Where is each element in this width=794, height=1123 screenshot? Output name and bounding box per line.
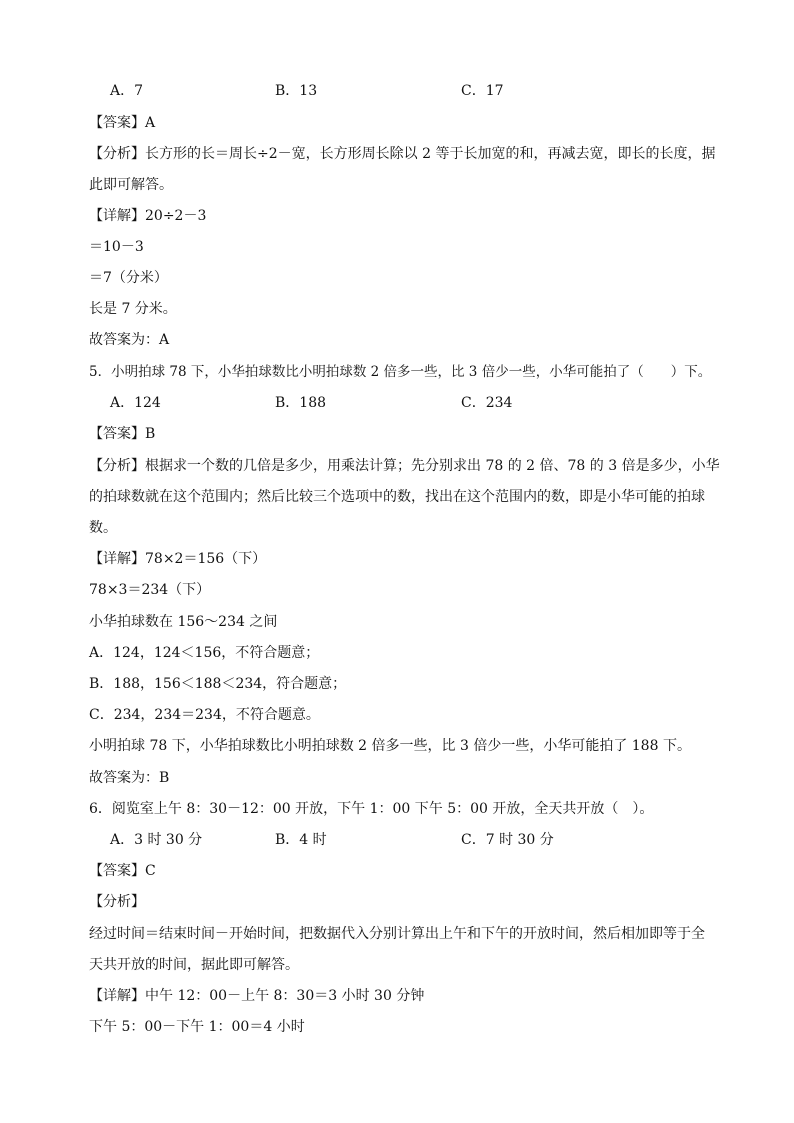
q4-detail-line-1: 【详解】20÷2－3 (89, 208, 207, 224)
q5-option-a: A．124 (110, 395, 161, 411)
q5-final-answer: 故答案为：B (89, 770, 170, 786)
q5-detail-line-2: 78×3＝234（下） (89, 582, 211, 598)
q5-detail-line-4: A．124，124＜156，不符合题意； (89, 645, 320, 661)
q4-detail-line-4: 长是 7 分米。 (89, 301, 177, 317)
q5-detail-line-1: 【详解】78×2＝156（下） (89, 551, 267, 567)
q4-answer: 【答案】A (89, 115, 156, 131)
q6-analysis-label: 【分析】 (89, 894, 145, 910)
q4-analysis-line-2: 此即可解答。 (89, 177, 173, 193)
q5-option-c: C．234 (461, 395, 513, 411)
q6-answer: 【答案】C (89, 863, 156, 879)
q5-detail-line-7: 小明拍球 78 下，小华拍球数比小明拍球数 2 倍多一些，比 3 倍少一些，小华可能拍了 188 下。 (89, 738, 691, 754)
q5-analysis-line-1: 【分析】根据求一个数的几倍是多少，用乘法计算；先分别求出 78 的 2 倍、78 的 3 倍是多少，小华 (89, 458, 720, 474)
q6-option-c: C．7 时 30 分 (461, 832, 554, 848)
q5-option-b: B．188 (275, 395, 327, 411)
q6-detail-line-1: 【详解】中午 12：00－上午 8：30＝3 小时 30 分钟 (89, 988, 425, 1004)
q4-detail-line-2: ＝10－3 (89, 239, 144, 255)
q6-detail-line-2: 下午 5：00－下午 1：00＝4 小时 (89, 1019, 305, 1035)
q4-option-c: C．17 (461, 83, 504, 99)
q6-analysis-line-1: 经过时间＝结束时间－开始时间，把数据代入分别计算出上午和下午的开放时间，然后相加即等于全 (89, 926, 705, 942)
q4-detail-line-3: ＝7（分米） (89, 270, 168, 286)
q4-option-a: A．7 (110, 83, 144, 99)
q5-analysis-line-2: 的拍球数就在这个范围内；然后比较三个选项中的数，找出在这个范围内的数，即是小华可能的拍球 (89, 489, 705, 505)
q5-analysis-line-3: 数。 (89, 520, 117, 536)
q5-answer: 【答案】B (89, 426, 156, 442)
q4-final-answer: 故答案为：A (89, 332, 170, 348)
q5-detail-line-5: B．188，156＜188＜234，符合题意； (89, 676, 347, 692)
q6-option-b: B．4 时 (275, 832, 327, 848)
q6-analysis-line-2: 天共开放的时间，据此即可解答。 (89, 957, 299, 973)
q6-question: 6．阅览室上午 8：30－12：00 开放，下午 1：00 下午 5：00 开放，全天共开放（ ）。 (89, 801, 654, 817)
q6-option-a: A．3 时 30 分 (110, 832, 203, 848)
q4-analysis-line-1: 【分析】长方形的长＝周长÷2－宽，长方形周长除以 2 等于长加宽的和，再减去宽，即长的长度，据 (89, 146, 716, 162)
q5-question: 5．小明拍球 78 下，小华拍球数比小明拍球数 2 倍多一些，比 3 倍少一些，小华可能拍了（ ）下。 (89, 364, 712, 380)
q5-detail-line-3: 小华拍球数在 156～234 之间 (89, 614, 278, 630)
q5-detail-line-6: C．234，234＝234，不符合题意。 (89, 707, 320, 723)
q4-option-b: B．13 (275, 83, 318, 99)
